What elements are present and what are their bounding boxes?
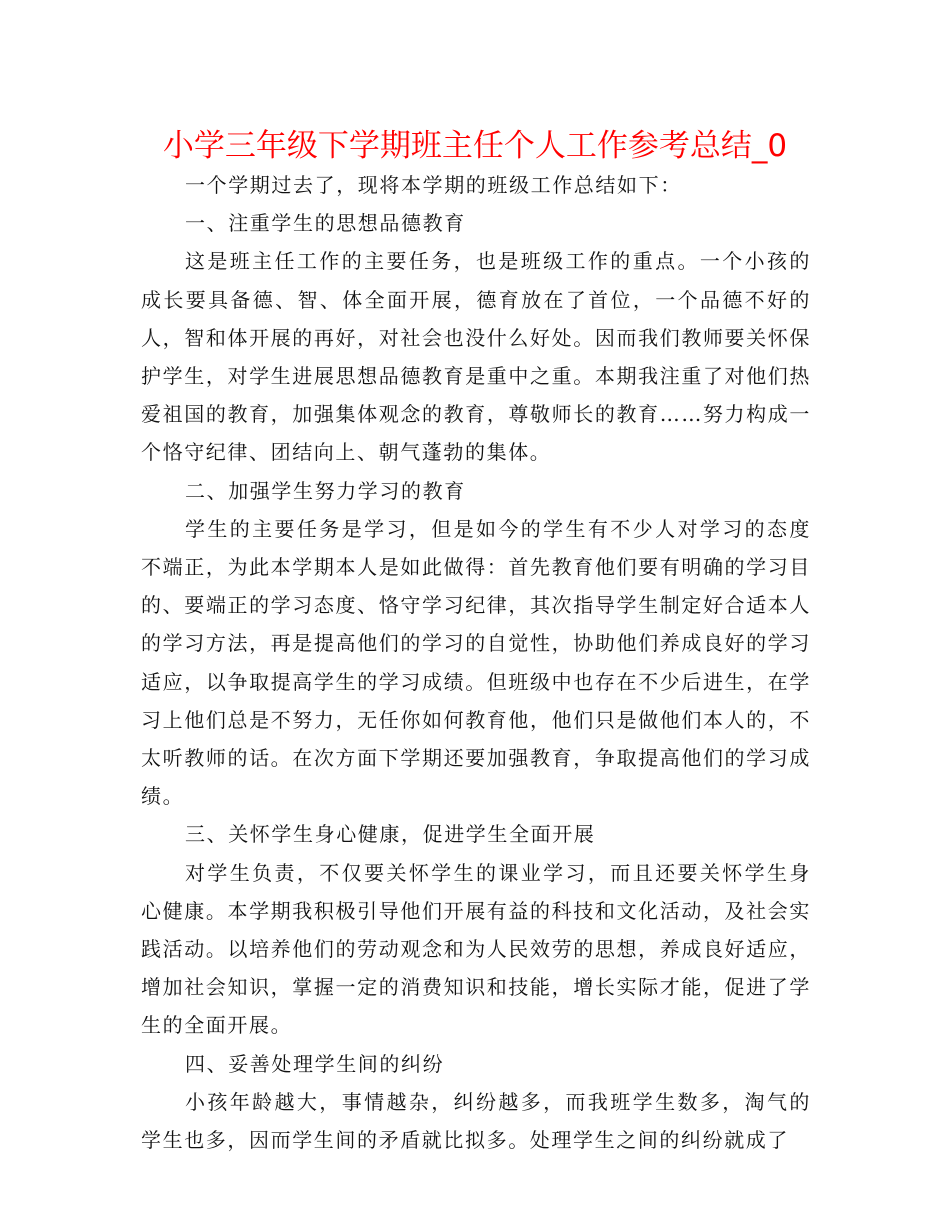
section-heading-3: 三、关怀学生身心健康，促进学生全面开展 [185,822,596,847]
section-heading-1: 一、注重学生的思想品德教育 [185,211,466,236]
intro-paragraph: 一个学期过去了，现将本学期的班级工作总结如下： [185,173,682,197]
section-heading-2: 二、加强学生努力学习的教育 [185,478,466,503]
section-paragraph-1: 这是班主任工作的主要任务，也是班级工作的重点。一个小孩的成长要具备德、智、体全面开展，德育放在了首位，一个品德不好的人，智和体开展的再好，对社会也没什么好处。因而我们教师要关怀保护学生，对学生进展思想品德教育是重中之重。本期我注重了对他们热爱祖国的教育，加强集体观念的教育，尊敬师长的教育……努力构成一个恪守纪律、团结向上、朝气蓬勃的集体。 [141,249,811,465]
section-heading-4: 四、妥善处理学生间的纠纷 [185,1051,445,1076]
section-paragraph-2: 学生的主要任务是学习，但是如今的学生有不少人对学习的态度不端正，为此本学期本人是如此做得：首先教育他们要有明确的学习目的、要端正的学习态度、恪守学习纪律，其次指导学生制定好合适本人的学习方法，再是提高他们的学习的自觉性，协助他们养成良好的学习适应，以争取提高学生的学习成绩。但班级中也存在不少后进生，在学习上他们总是不努力，无任你如何教育他，他们只是做他们本人的，不太听教师的话。在次方面下学期还要加强教育，争取提高他们的学习成绩。 [141,516,811,809]
document-title: 小学三年级下学期班主任个人工作参考总结_0 [162,128,788,164]
document-body [141,166,811,1159]
section-paragraph-4: 小孩年龄越大，事情越杂，纠纷越多，而我班学生数多，淘气的学生也多，因而学生间的矛盾就比拟多。处理学生之间的纠纷就成了 [141,1089,811,1153]
section-paragraph-3: 对学生负责，不仅要关怀学生的课业学习，而且还要关怀学生身心健康。本学期我积极引导他们开展有益的科技和文化活动，及社会实践活动。以培养他们的劳动观念和为人民效劳的思想，养成良好适应，增加社会知识，掌握一定的消费知识和技能，增长实际才能，促进了学生的全面开展。 [141,860,811,1038]
